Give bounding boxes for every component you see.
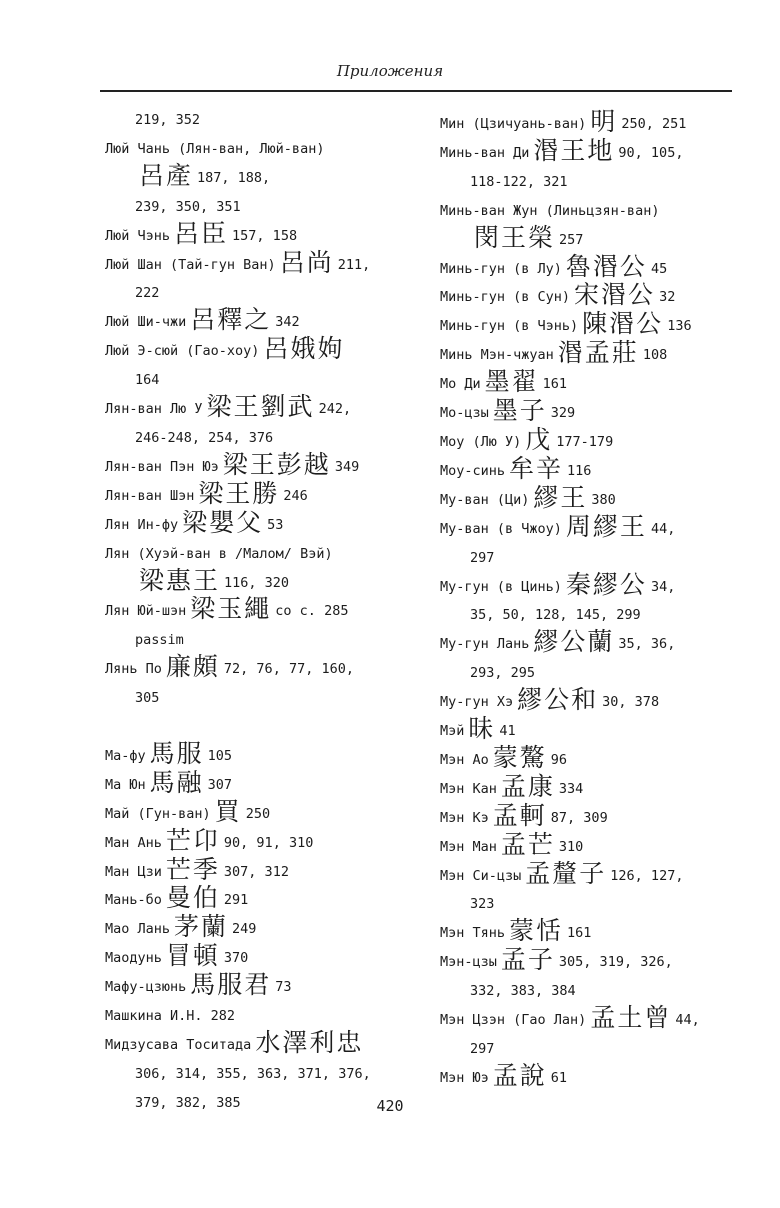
- entry-name: Ма Юн: [105, 776, 146, 793]
- page-references: 291: [223, 892, 249, 909]
- chinese-characters: 呂臣: [174, 218, 229, 248]
- index-entry-line: [105, 738, 423, 771]
- page-references: 44,: [650, 520, 676, 537]
- index-entry-line: [105, 912, 423, 944]
- page-references: 239, 350, 351: [135, 198, 241, 215]
- entry-name: Лян-ван Шэн: [105, 487, 195, 504]
- index-entry-line: [440, 511, 750, 544]
- index-entry-line: [440, 858, 750, 891]
- index-entry-line: [440, 771, 750, 804]
- page-references: 211,: [337, 256, 371, 273]
- page-references: 222: [135, 285, 160, 302]
- index-entry-line: [440, 222, 750, 255]
- chinese-characters: 孟軻: [492, 800, 547, 830]
- page-references: 177-179: [556, 433, 614, 450]
- index-entry-line: [440, 367, 750, 399]
- page-references: 116, 320: [224, 574, 290, 591]
- entry-name: Мэн Юэ: [440, 1069, 489, 1086]
- index-entry-line: [105, 825, 423, 858]
- entry-name: Минь-гун (в Чэнь): [440, 318, 579, 335]
- page-references: passim: [135, 632, 184, 649]
- page-references: 249: [232, 921, 257, 938]
- page-references: 334: [558, 780, 584, 797]
- chinese-characters: 呂釋之: [190, 305, 272, 335]
- entry-name: Ма-фу: [105, 747, 146, 764]
- chinese-characters: 宋湣公: [574, 280, 656, 310]
- entry-name: Мэн Си-цзы: [440, 867, 522, 884]
- index-entry-line: [440, 168, 750, 197]
- page-references: 297: [470, 1041, 495, 1057]
- chinese-characters: 冒頓: [165, 941, 220, 971]
- chinese-characters: 梁玉繩: [190, 594, 272, 624]
- index-entry-line: [440, 544, 750, 573]
- index-entry-line: [105, 160, 423, 193]
- index-entry-line: [440, 309, 750, 341]
- chinese-characters: 孟說: [492, 1060, 547, 1090]
- index-column-left: [105, 106, 423, 1118]
- chinese-characters: 繆王: [533, 482, 588, 512]
- page-references: 306, 314, 355, 363, 371, 376,: [135, 1065, 371, 1082]
- page-references: 35, 36,: [618, 636, 676, 653]
- page-references: 157, 158: [232, 227, 298, 244]
- index-entry-line: [105, 540, 423, 569]
- page-references: 323: [470, 896, 495, 913]
- chinese-characters: 買: [214, 796, 242, 826]
- index-entry-line: [440, 135, 750, 168]
- entry-name: Лян Ин-фу: [105, 516, 179, 533]
- chinese-characters: 周繆王: [565, 511, 647, 541]
- entry-name: Люй Ши-чжи: [105, 314, 187, 331]
- chinese-characters: 孟釐子: [525, 858, 607, 888]
- page-references: 34,: [650, 578, 676, 595]
- index-entry-line: [440, 1003, 750, 1035]
- index-entry-line: [105, 305, 423, 337]
- entry-name: Лян-ван Лю У: [105, 401, 203, 418]
- page-references: 332, 383, 384: [470, 983, 576, 1000]
- index-entry-line: [440, 396, 750, 428]
- index-entry-line: [440, 338, 750, 370]
- chinese-characters: 馬融: [149, 767, 204, 797]
- chinese-characters: 梁王劉武: [206, 392, 315, 422]
- index-entry-line: [105, 594, 423, 626]
- page-references: 307: [207, 776, 233, 793]
- chinese-characters: 墨子: [492, 396, 547, 426]
- entry-name: Му-ван (в Чжоу): [440, 520, 562, 537]
- page-references: 246: [283, 487, 308, 504]
- entry-name: Минь-ван Жун (Линьцзян-ван): [440, 202, 660, 219]
- index-entry-line: [440, 659, 750, 688]
- page-references: 307, 312: [223, 863, 289, 880]
- chinese-characters: 湣孟莊: [557, 338, 639, 368]
- index-entry-line: [105, 366, 423, 395]
- entry-name: Ман Цзи: [105, 863, 162, 880]
- chinese-characters: 繆公蘭: [533, 627, 615, 657]
- index-entry-line: [105, 478, 423, 511]
- chinese-characters: 梁惠王: [139, 565, 221, 595]
- page-references: 90, 105,: [618, 144, 684, 161]
- entry-name: Мо-цзы: [440, 405, 489, 422]
- entry-name: Мао Лань: [105, 921, 171, 938]
- index-entry-line: [105, 106, 423, 135]
- chinese-characters: 馬服君: [190, 970, 272, 1000]
- entry-name: Мэн Тянь: [440, 925, 506, 942]
- page-references: 305: [135, 690, 160, 707]
- chinese-characters: 繆公和: [517, 685, 599, 715]
- page-references: 349: [334, 458, 360, 475]
- index-entry-line: [440, 601, 750, 630]
- index-entry-line: [440, 829, 750, 862]
- chinese-characters: 梁嬰父: [182, 507, 264, 537]
- index-entry-line: [105, 767, 423, 800]
- chinese-characters: 閔王榮: [474, 222, 556, 252]
- chinese-characters: 呂產: [139, 160, 194, 190]
- index-entry-line: [440, 197, 750, 226]
- entry-name: Лянь По: [105, 661, 162, 678]
- index-entry-line: [440, 916, 750, 948]
- index-entry-line: [440, 945, 750, 977]
- page-references: 126, 127,: [610, 867, 684, 884]
- entry-name: Минь-гун (в Лу): [440, 260, 562, 277]
- entry-name: Минь-ван Ди: [440, 144, 530, 161]
- entry-name: Люй Чэнь: [105, 227, 171, 244]
- index-entry-line: [105, 247, 423, 280]
- entry-name: Люй Шан (Тай-гун Ван): [105, 256, 276, 273]
- chinese-characters: 戊: [525, 424, 553, 454]
- index-entry-line: [105, 565, 423, 598]
- index-entry-line: [105, 626, 423, 655]
- index-entry-line: [440, 280, 750, 312]
- chinese-characters: 蒙恬: [509, 916, 564, 946]
- index-entry-line: [105, 193, 423, 222]
- page-references: 116: [567, 462, 592, 479]
- page-references: 108: [642, 347, 668, 364]
- chinese-characters: 梁王彭越: [222, 449, 331, 479]
- page-references: 242,: [318, 401, 352, 418]
- entry-name: Мэй: [440, 723, 465, 740]
- index-entry-line: [105, 135, 423, 164]
- index-entry-line: [440, 685, 750, 717]
- index-entry-line: [440, 714, 750, 746]
- page-references: 118-122, 321: [470, 173, 568, 190]
- page-references: 45: [650, 260, 668, 277]
- entry-name: Моу-синь: [440, 462, 506, 479]
- index-entry-line: [440, 977, 750, 1006]
- entry-name: Мань-бо: [105, 892, 162, 909]
- page-references: 379, 382, 385: [135, 1094, 241, 1111]
- entry-name: Мо Ди: [440, 376, 481, 393]
- entry-name: Мидзусава Toситада: [105, 1036, 252, 1053]
- entry-name: Му-ван (Ци): [440, 491, 530, 508]
- page-references: 370: [223, 950, 249, 967]
- page-references: 297: [470, 549, 495, 566]
- chinese-characters: 牟辛: [509, 453, 564, 483]
- chinese-characters: 明: [590, 107, 618, 136]
- entry-name: Лян-ван Пэн Юэ: [105, 458, 219, 475]
- page-references: 136: [667, 318, 692, 335]
- entry-name: Му-гун Лань: [440, 636, 530, 653]
- index-entry-line: [440, 453, 750, 486]
- index-entry-line: [105, 970, 423, 1002]
- page-references: 96: [550, 751, 568, 768]
- chinese-characters: 陳湣公: [582, 309, 664, 339]
- page-references: 219, 352: [135, 112, 201, 128]
- index-entry-line: [440, 482, 750, 515]
- entry-name: Лян (Хуэй-ван в /Малом/ Вэй): [105, 545, 333, 562]
- chinese-characters: 呂娥姁: [263, 334, 345, 364]
- index-entry-line: [440, 800, 750, 833]
- page-references: 41: [499, 723, 516, 740]
- index-entry-line: [105, 1002, 423, 1031]
- page-references: 30, 378: [602, 694, 660, 711]
- index-entry-line: [105, 1060, 423, 1089]
- chinese-characters: 昧: [468, 714, 496, 744]
- page-references: 164: [135, 372, 160, 389]
- chinese-characters: 孟土曾: [590, 1003, 672, 1033]
- index-entry-line: [440, 742, 750, 775]
- entry-name: Лян Юй-шэн: [105, 603, 187, 620]
- chinese-characters: 呂尚: [279, 247, 334, 277]
- page-references: 329: [550, 405, 576, 422]
- index-entry-line: [105, 883, 423, 915]
- entry-name: Мэн Ман: [440, 838, 497, 855]
- index-entry-line: [105, 941, 423, 973]
- index-entry-line: [440, 627, 750, 659]
- chinese-characters: 廉頗: [165, 652, 220, 682]
- page-references: 342: [275, 314, 300, 331]
- index-entry-line: [440, 1035, 750, 1064]
- chinese-characters: 湣王地: [533, 135, 615, 165]
- index-entry-line: [105, 334, 423, 366]
- entry-name: Минь Мэн-чжуан: [440, 347, 554, 364]
- page-references: 305, 319, 326,: [558, 954, 673, 971]
- index-entry-line: [440, 569, 750, 602]
- chinese-characters: 墨翟: [484, 367, 539, 397]
- page-references: 246-248, 254, 376: [135, 429, 274, 446]
- page-references: 161: [567, 925, 592, 942]
- chinese-characters: 孟芒: [500, 829, 555, 859]
- index-entry-line: [105, 279, 423, 308]
- chinese-characters: 魯湣公: [565, 251, 647, 281]
- index-entry-line: [440, 890, 750, 919]
- index-entry-line: [105, 218, 423, 251]
- entry-name: Май (Гун-ван): [105, 805, 211, 822]
- index-entry-line: [105, 854, 423, 887]
- page-references: 310: [558, 838, 584, 855]
- index-entry-line: [105, 449, 423, 482]
- index-column-right: [440, 107, 750, 1093]
- running-header: Приложения: [336, 62, 444, 80]
- entry-name: Ман Ань: [105, 834, 162, 851]
- entry-name: Мафу-цзюнь: [105, 979, 187, 996]
- page-references: 250, 251: [621, 116, 687, 132]
- entry-name: Моу (Лю У): [440, 433, 522, 450]
- entry-name: Минь-гун (в Сун): [440, 289, 571, 306]
- chinese-characters: 馬服: [149, 738, 204, 768]
- page-number: 420: [376, 1097, 404, 1115]
- index-entry-line: [440, 1060, 750, 1093]
- chinese-characters: 孟子: [500, 945, 555, 975]
- header-rule: [100, 90, 732, 92]
- entry-name: Мэн-цзы: [440, 954, 497, 971]
- page-references: 250: [245, 805, 271, 822]
- page-references: 44,: [675, 1012, 700, 1029]
- page-references: 105: [207, 747, 233, 764]
- page-references: 61: [550, 1069, 568, 1086]
- entry-name: Маодунь: [105, 950, 162, 967]
- chinese-characters: 芒季: [165, 854, 220, 884]
- chinese-characters: 芒卬: [165, 825, 220, 855]
- index-entry-line: [105, 424, 423, 453]
- page-references: со с. 285: [275, 603, 349, 620]
- chinese-characters: 秦繆公: [565, 569, 647, 599]
- index-entry-line: [105, 392, 423, 424]
- chinese-characters: 蒙驁: [492, 742, 547, 772]
- entry-name: Машкина И.Н. 282: [105, 1008, 236, 1025]
- entry-name: Мэн Кан: [440, 780, 497, 797]
- index-entry-line: [105, 1027, 423, 1060]
- index-entry-line: [440, 107, 750, 139]
- page-references: 380: [591, 491, 616, 508]
- index-entry-line: [105, 796, 423, 829]
- page-references: 187, 188,: [197, 169, 271, 186]
- page-references: 73: [275, 979, 292, 996]
- page-references: 161: [542, 376, 568, 393]
- index-entry-line: [105, 507, 423, 540]
- index-entry-line: [105, 684, 423, 713]
- chinese-characters: 水澤利忠: [255, 1027, 364, 1057]
- chinese-characters: 梁王勝: [198, 478, 280, 508]
- entry-name: Мэн Кэ: [440, 809, 489, 826]
- index-entry-line: [440, 251, 750, 284]
- page-references: 35, 50, 128, 145, 299: [470, 607, 641, 624]
- page-references: 87, 309: [550, 809, 608, 826]
- entry-name: Му-гун (в Цинь): [440, 578, 562, 595]
- page-references: 257: [559, 231, 584, 248]
- entry-name: Люй Чань (Лян-ван, Люй-ван): [105, 140, 325, 157]
- entry-name: Мэн Цзэн (Гао Лан): [440, 1012, 587, 1029]
- index-entry-line: [440, 424, 750, 457]
- page-references: 90, 91, 310: [223, 834, 314, 851]
- entry-name: Мэн Ао: [440, 751, 489, 768]
- index-entry-line: [105, 652, 423, 684]
- page-references: 72, 76, 77, 160,: [223, 661, 354, 678]
- chinese-characters: 曼伯: [165, 883, 220, 913]
- entry-name: Мин (Цзичуань-ван): [440, 116, 587, 132]
- page-references: 32: [659, 289, 676, 306]
- entry-name: Му-гун Хэ: [440, 694, 514, 711]
- page-references: 53: [267, 516, 284, 533]
- page-references: 293, 295: [470, 665, 536, 682]
- chinese-characters: 茅蘭: [174, 912, 229, 942]
- chinese-characters: 孟康: [500, 771, 555, 801]
- entry-name: Люй Э-сюй (Гао-хоу): [105, 343, 260, 360]
